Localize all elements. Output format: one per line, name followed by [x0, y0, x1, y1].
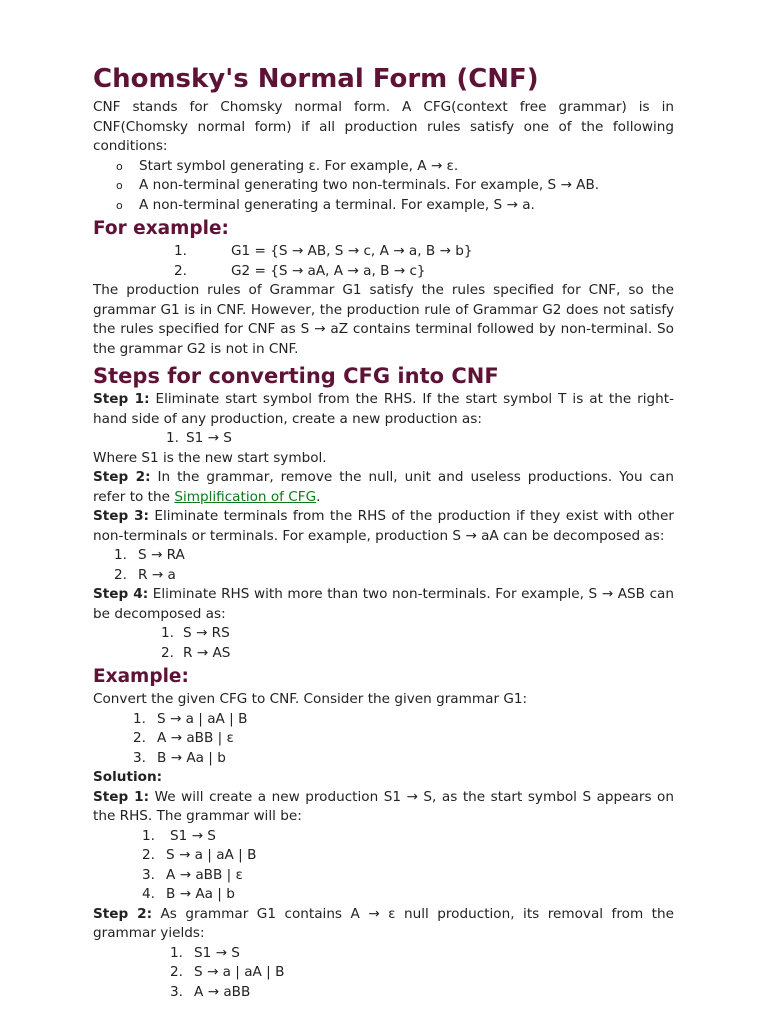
step-3-list — [93, 546, 674, 585]
solution-step-1: Step 1: We will create a new production S1 → S, as the start symbol S appears on the RHS. The grammar will be: — [93, 788, 674, 824]
list-item: 2. S → a | aA | B — [170, 964, 285, 980]
step-4-list — [93, 624, 674, 663]
step-3: Step 3: Eliminate terminals from the RHS of the production if they exist with other non-terminals or terminals. For example, production S → aA can be decomposed as: — [93, 508, 674, 544]
list-item: 1. S → RA — [114, 547, 185, 563]
list-item: 3. B → Aa | b — [133, 749, 226, 766]
solution-step-2: Step 2: As grammar G1 contains A → ε null production, its removal from the grammar yields: — [93, 905, 674, 941]
solution-step-1-list — [93, 827, 674, 905]
circle-bullet-icon: o — [116, 198, 123, 212]
list-item: o Start symbol generating ε. For example, A → ε. — [93, 157, 674, 177]
list-item: 4. B → Aa | b — [142, 886, 235, 902]
step-2: Step 2: In the grammar, remove the null, unit and useless productions. You can refer to the Simplification of CFG. — [93, 469, 674, 505]
step-1-list — [93, 429, 674, 449]
solution-step-2-list — [93, 944, 674, 1003]
step-1-note: Where S1 is the new start symbol. — [93, 449, 327, 466]
list-item: 3. A → aBB — [170, 983, 251, 1000]
list-item: 1. S1 → S — [170, 944, 240, 961]
list-item: 1. S → a | aA | B — [133, 710, 248, 727]
circle-bullet-icon: o — [116, 159, 123, 173]
step-1: Step 1: Eliminate start symbol from the RHS. If the start symbol T is at the right-hand side of any production, create a new production as: — [93, 391, 674, 427]
list-item: 2. S → a | aA | B — [142, 847, 257, 863]
intro-paragraph: CNF stands for Chomsky normal form. A CFG(context free grammar) is in CNF(Chomsky normal form) if all production rules satisfy one of the following conditions: — [93, 99, 674, 154]
page-title: Chomsky's Normal Form (CNF) — [93, 64, 539, 94]
steps-heading: Steps for converting CFG into CNF — [93, 364, 499, 388]
grammar-list — [93, 710, 674, 769]
example-intro: Convert the given CFG to CNF. Consider the given grammar G1: — [93, 691, 528, 707]
list-item: 2. R → a — [114, 566, 176, 583]
list-item: 1. S → RS — [161, 625, 230, 641]
document-page — [93, 62, 674, 1002]
solution-label: Solution: — [93, 769, 163, 785]
example-heading: Example: — [93, 666, 189, 687]
list-item: 2. A → aBB | ε — [133, 730, 234, 746]
list-item: 1. S1 → S — [166, 430, 232, 446]
list-item: 1. G1 = {S → AB, S → c, A → a, B → b} — [174, 243, 473, 259]
example-explanation: The production rules of Grammar G1 satisfy the rules specified for CNF, so the grammar G1 is in CNF. However, the production rule of Grammar G2 does not satisfy the rules specified for CNF as S → aZ contains terminal followed by non-terminal. So the grammar G2 is not in CNF. — [93, 282, 674, 357]
for-example-heading: For example: — [93, 218, 229, 239]
simplification-of-cfg-link[interactable]: Simplification of CFG — [174, 488, 317, 505]
conditions-list — [93, 157, 674, 216]
list-item: o A non-terminal generating a terminal. For example, S → a. — [93, 196, 674, 216]
list-item: 2. G2 = {S → aA, A → a, B → c} — [174, 262, 426, 279]
list-item: 3. A → aBB | ε — [142, 866, 243, 883]
circle-bullet-icon: o — [116, 179, 123, 192]
list-item: o A non-terminal generating two non-terminals. For example, S → AB. — [93, 176, 674, 196]
list-item: 1. S1 → S — [142, 827, 216, 844]
list-item: 2. R → AS — [161, 644, 231, 661]
examples-list — [93, 242, 674, 281]
step-4: Step 4: Eliminate RHS with more than two non-terminals. For example, S → ASB can be decomposed as: — [93, 586, 674, 622]
